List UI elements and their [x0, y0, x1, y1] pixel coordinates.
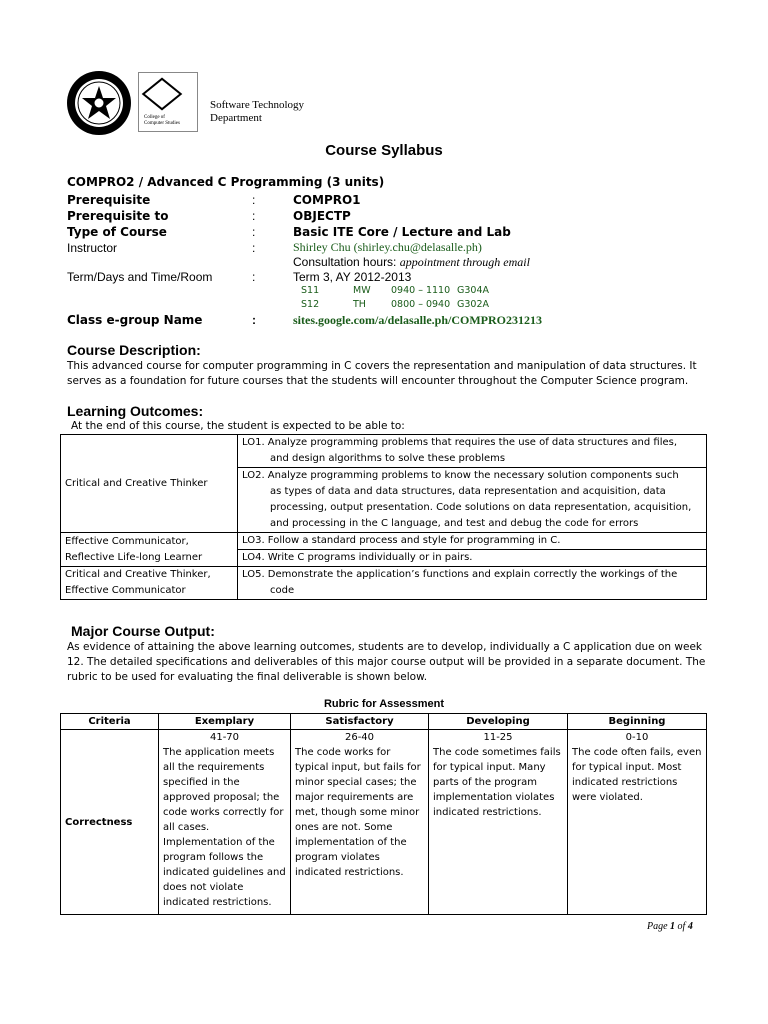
learning-outcomes-intro: At the end of this course, the student is expected to be able to: [71, 420, 405, 432]
prerequisite-colon: : [252, 193, 256, 207]
course-description-text: This advanced course for computer programming in C covers the representation and manipulation of data structures. It serves as a foundation for future courses that the students will encounter throughout the Computer Science program. [67, 360, 697, 387]
ccs-caption: College of Computer Studies [144, 115, 180, 126]
instructor-value: Shirley Chu (shirley.chu@delasalle.ph) [293, 240, 482, 254]
learning-outcomes-heading: Learning Outcomes: [67, 403, 204, 419]
table-row [61, 730, 707, 915]
outcome-group-cell: Critical and Creative Thinker [61, 435, 238, 533]
column-header: Beginning [568, 714, 707, 730]
instructor-label: Instructor [67, 241, 118, 255]
table-row [61, 567, 707, 600]
outcome-group-cell: Critical and Creative Thinker, Effective Communicator [61, 567, 238, 600]
egroup-colon: : [252, 313, 256, 327]
university-seal-logo [66, 70, 132, 136]
ccs-logo [138, 72, 198, 132]
page-number: Page 1 of 4 [647, 921, 693, 932]
column-header: Developing [429, 714, 568, 730]
rubric-table [60, 713, 707, 915]
rubric-cell: 41-70 The application meets all the requirements specified in the approved proposal; the code works correctly for all cases. Implementation of the program follows the indicated guidelines and does not violate indicated restrictions. [159, 730, 291, 915]
outcome-group-cell: Effective Communicator, Reflective Life-long Learner [61, 533, 238, 567]
prerequisite-to-value: OBJECTP [293, 209, 351, 223]
prerequisite-to-colon: : [252, 209, 256, 223]
page-title: Course Syllabus [325, 142, 443, 159]
prerequisite-label: Prerequisite [67, 193, 151, 207]
department-name: Software Technology Department [210, 99, 305, 124]
term-value: Term 3, AY 2012-2013 [293, 270, 412, 284]
schedule-row: S11 MW 0940 – 1110 G304A [301, 285, 489, 296]
schedule-row: S12 TH 0800 – 0940 G302A [301, 299, 489, 310]
column-header: Criteria [61, 714, 159, 730]
rubric-title: Rubric for Assessment [323, 698, 445, 710]
term-label: Term/Days and Time/Room [67, 270, 213, 284]
ccs-diamond-icon [142, 78, 183, 111]
rubric-cell: 26-40 The code works for typical input, but fails for minor special cases; the major requirements are met, though some minor ones are not. Some implementation of the program violates indicated restrictions. [291, 730, 429, 915]
course-heading: COMPRO2 / Advanced C Programming (3 units) [67, 175, 385, 189]
table-header-row [61, 714, 707, 730]
outcome-cell: LO4. Write C programs individually or in pairs. [238, 550, 707, 567]
major-output-heading: Major Course Output: [71, 623, 215, 639]
table-row [61, 533, 707, 550]
consultation-hours: Consultation hours: appointment through email [293, 255, 530, 269]
term-colon: : [252, 270, 256, 284]
criterion-cell: Correctness [61, 730, 159, 915]
course-type-colon: : [252, 225, 256, 239]
outcome-cell: LO2. Analyze programming problems to know the necessary solution components such as types of data and data structures, data representation and acquisition, data processing, output presentation. Code solutions on data representation, acquisition, and processing in the C language, and test and debug the code for errors [238, 468, 707, 533]
table-row [61, 435, 707, 468]
course-type-value: Basic ITE Core / Lecture and Lab [293, 225, 511, 239]
instructor-colon: : [252, 241, 256, 255]
learning-outcomes-table [60, 434, 707, 600]
major-output-text: As evidence of attaining the above learning outcomes, students are to develop, individually a C application due on week 12. The detailed specifications and deliverables of this major course output will be provided in a separate document. The rubric to be used for evaluating the final deliverable is shown below. [67, 641, 706, 683]
column-header: Exemplary [159, 714, 291, 730]
outcome-cell: LO3. Follow a standard process and style for programming in C. [238, 533, 707, 550]
course-description-heading: Course Description: [67, 342, 201, 358]
rubric-cell: 11-25 The code sometimes fails for typical input. Many parts of the program implementation violates indicated restrictions. [429, 730, 568, 915]
course-type-label: Type of Course [67, 225, 167, 239]
egroup-link[interactable]: sites.google.com/a/delasalle.ph/COMPRO231213 [293, 313, 542, 327]
column-header: Satisfactory [291, 714, 429, 730]
prerequisite-value: COMPRO1 [293, 193, 361, 207]
rubric-cell: 0-10 The code often fails, even for typical input. Most indicated restrictions were violated. [568, 730, 707, 915]
prerequisite-to-label: Prerequisite to [67, 209, 169, 223]
egroup-label: Class e-group Name [67, 313, 203, 327]
outcome-cell: LO5. Demonstrate the application’s functions and explain correctly the workings of the code [238, 567, 707, 600]
outcome-cell: LO1. Analyze programming problems that requires the use of data structures and files, and design algorithms to solve these problems [238, 435, 707, 468]
